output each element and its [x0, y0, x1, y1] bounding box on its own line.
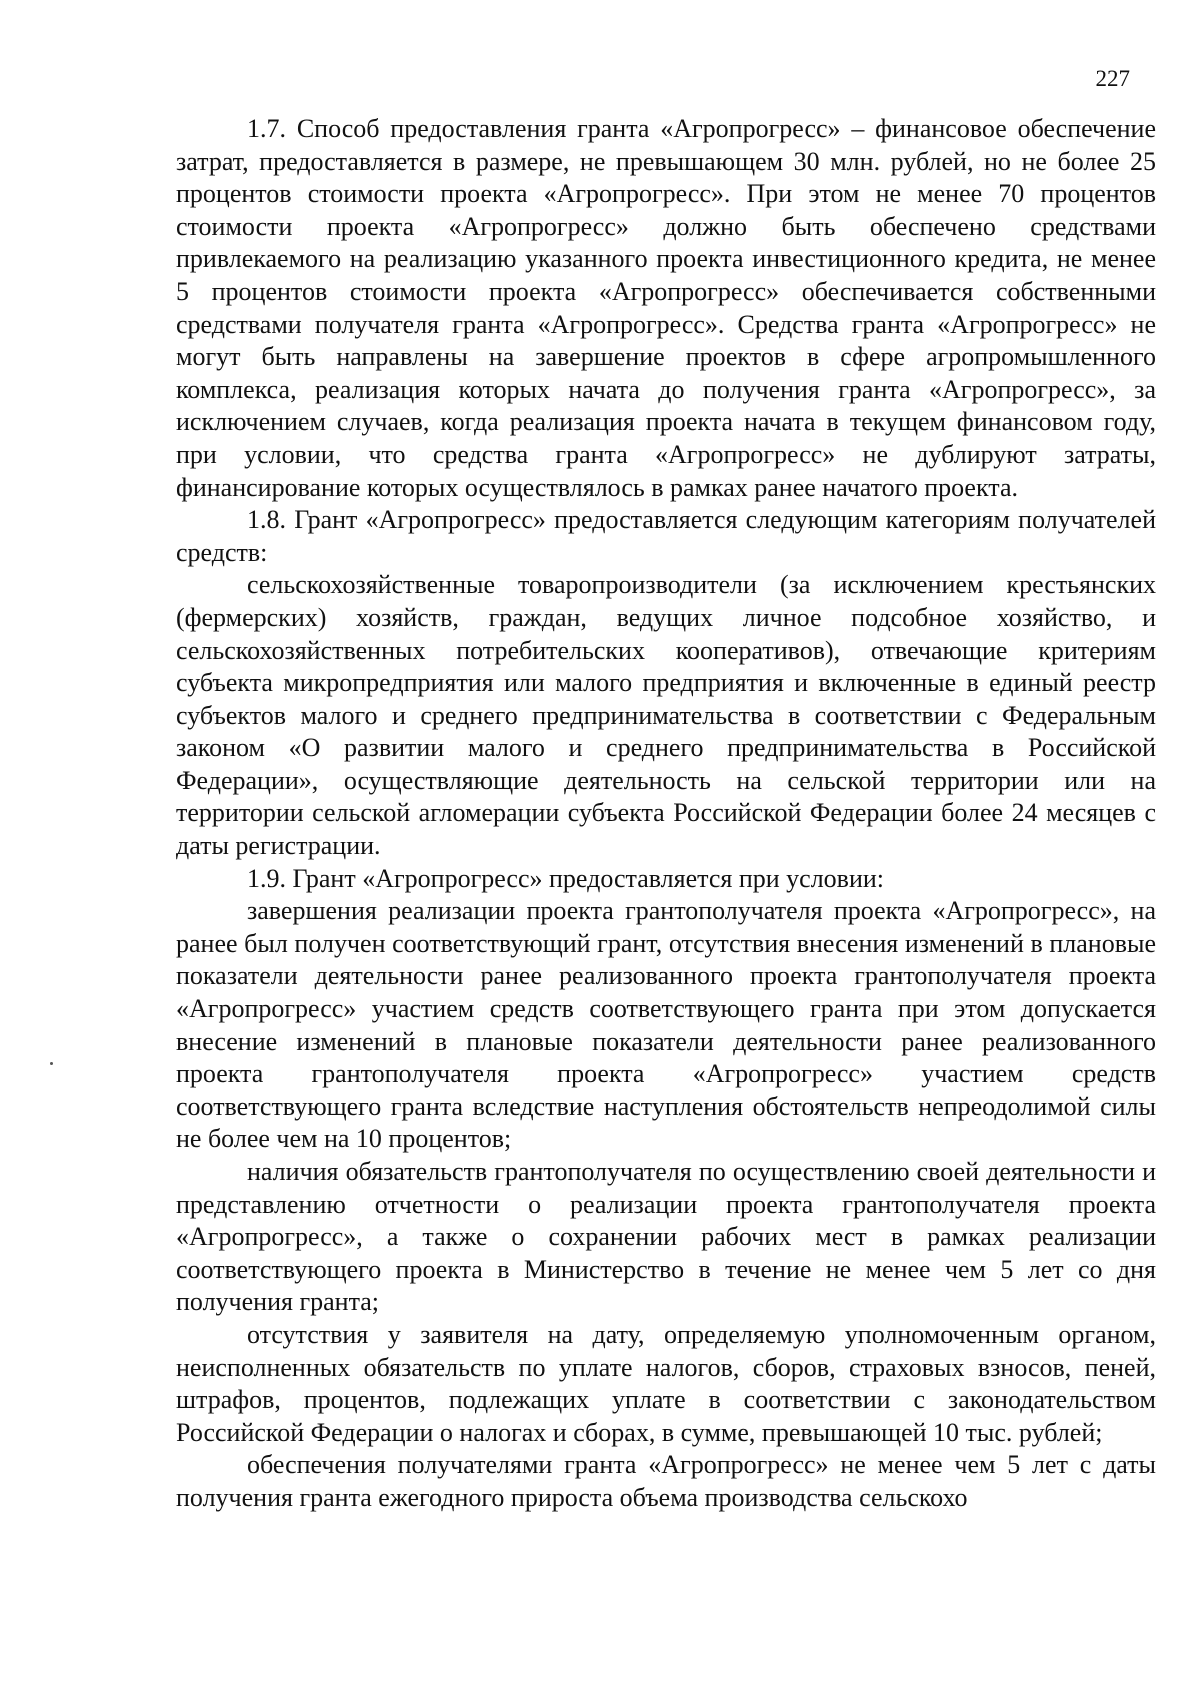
document-body [176, 113, 1156, 1515]
paragraph-recipients: сельскохозяйственные товаропроизводители (за исключением крестьянских (фермерских) хозяйств, граждан, ведущих личное подсобное хозяйство, и сельскохозяйственных потребительских кооперативов), отвечающие критериям субъекта микропредприятия или малого предприятия и включенные в единый реестр субъектов малого и среднего предпринимательства в соответствии с Федеральным законом «О развитии малого и среднего предпринимательства в Российской Федерации», осуществляющие деятельность на сельской территории или на территории сельской агломерации субъекта Российской Федерации более 24 месяцев с даты регистрации. [176, 570, 1156, 861]
paragraph-condition-completion: завершения реализации проекта грантополучателя проекта «Агропрогресс», на ранее был получен соответствующий грант, отсутствия внесения изменений в плановые показатели деятельности ранее реализованного проекта грантополучателя проекта «Агропрогресс» участием средств соответствующего гранта при этом допускается внесение изменений в плановые показатели деятельности ранее реализованного проекта грантополучателя проекта «Агропрогресс» участием средств соответствующего гранта вследствие наступления обстоятельств непреодолимой силы не более чем на 10 процентов; [176, 896, 1156, 1154]
paragraph-condition-obligations: наличия обязательств грантополучателя по осуществлению своей деятельности и представлению отчетности о реализации проекта грантополучателя проекта «Агропрогресс», а также о сохранении рабочих мест в рамках реализации соответствующего проекта в Министерство в течение не менее чем 5 лет со дня получения гранта; [176, 1157, 1156, 1317]
paragraph-1-8: 1.8. Грант «Агропрогресс» предоставляется следующим категориям получателей средств: [176, 505, 1156, 567]
scan-speck [50, 1062, 53, 1065]
paragraph-condition-growth: обеспечения получателями гранта «Агропрогресс» не менее чем 5 лет с даты получения гранта ежегодного прироста объема производства сельскохо [176, 1450, 1156, 1512]
paragraph-1-9: 1.9. Грант «Агропрогресс» предоставляется при условии: [247, 863, 884, 893]
paragraph-condition-no-debts: отсутствия у заявителя на дату, определяемую уполномоченным органом, неисполненных обязательств по уплате налогов, сборов, страховых взносов, пеней, штрафов, процентов, подлежащих уплате в соответствии с законодательством Российской Федерации о налогах и сборах, в сумме, превышающей 10 тыс. рублей; [176, 1319, 1156, 1447]
page-number: 227 [1095, 66, 1130, 91]
paragraph-1-7: 1.7. Способ предоставления гранта «Агропрогресс» – финансовое обеспечение затрат, предоставляется в размере, не превышающем 30 млн. рублей, но не более 25 процентов стоимости проекта «Агропрогресс». При этом не менее 70 процентов стоимости проекта «Агропрогресс» должно быть обеспечено средствами привлекаемого на реализацию указанного проекта инвестиционного кредита, не менее 5 процентов стоимости проекта «Агропрогресс» обеспечивается собственными средствами получателя гранта «Агропрогресс». Средства гранта «Агропрогресс» не могут быть направлены на завершение проектов в сфере агропромышленного комплекса, реализация которых начата до получения гранта «Агропрогресс», за исключением случаев, когда реализация проекта начата в текущем финансовом году, при условии, что средства гранта «Агропрогресс» не дублируют затраты, финансирование которых осуществлялось в рамках ранее начатого проекта. [176, 114, 1156, 502]
